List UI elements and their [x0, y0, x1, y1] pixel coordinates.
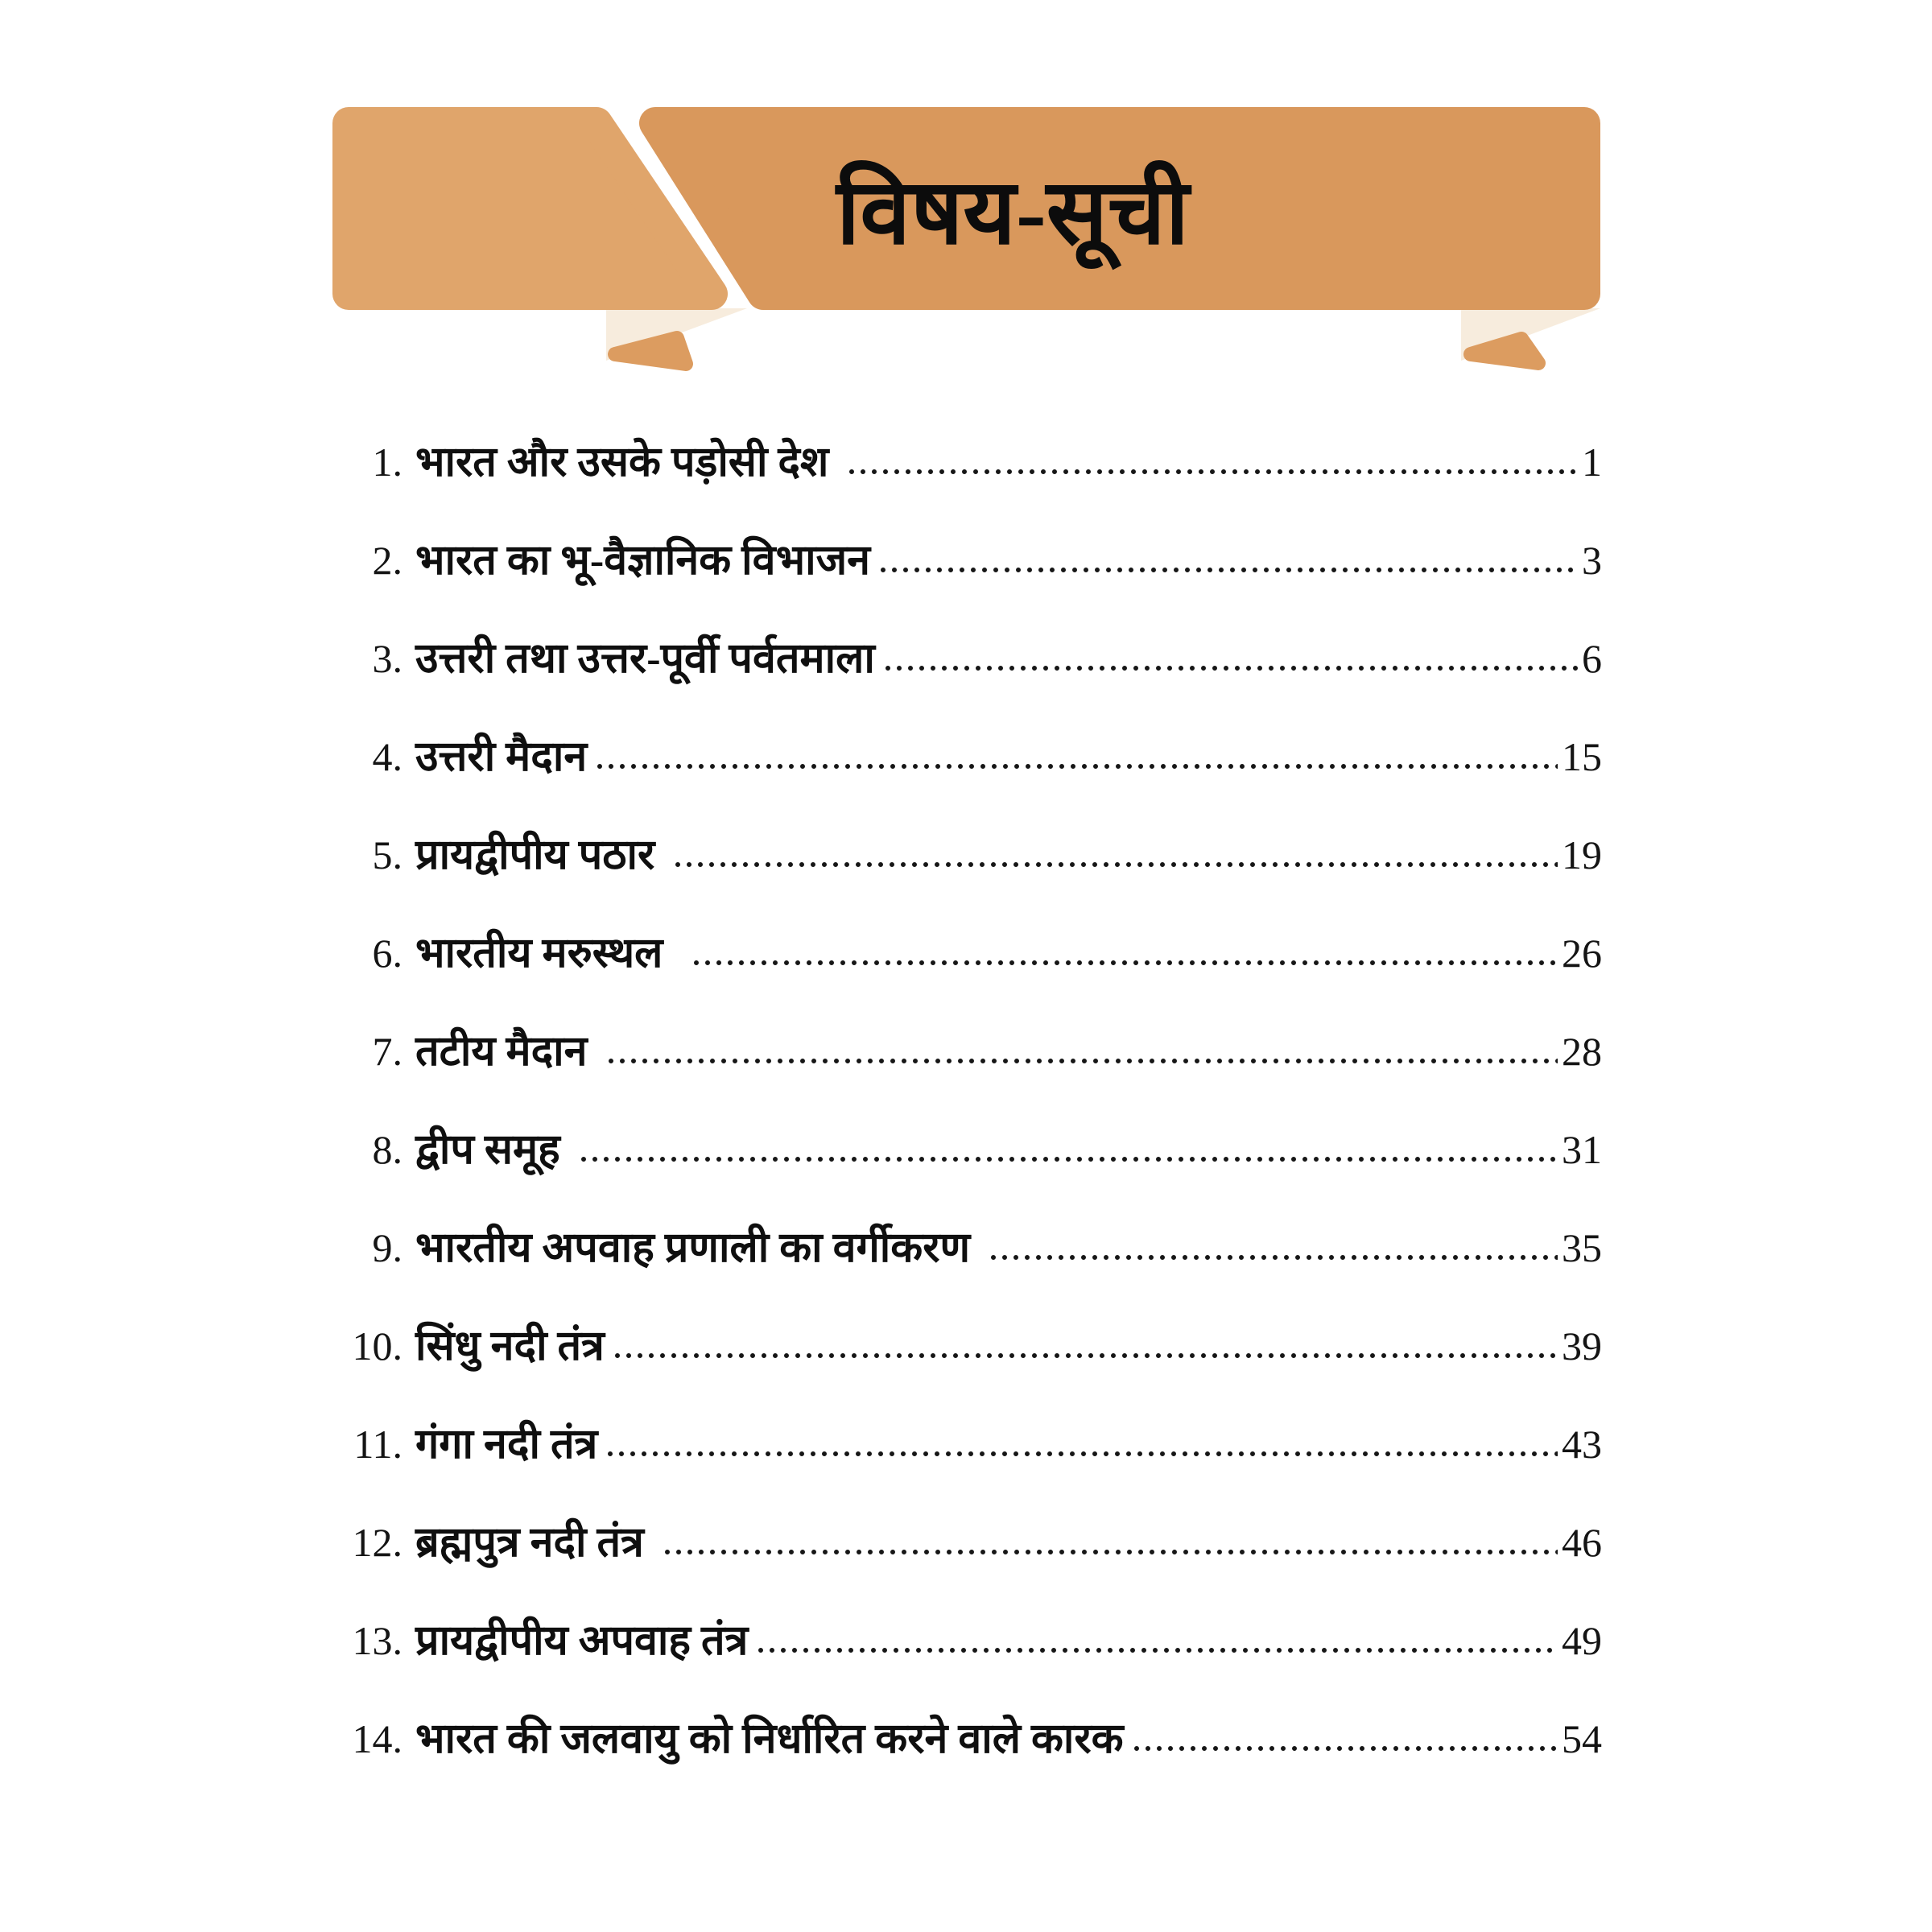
dot-leader — [605, 1057, 1558, 1065]
entry-page-number: 3 — [1582, 538, 1602, 583]
entry-page-number: 31 — [1562, 1127, 1602, 1172]
entry-title: भारतीय अपवाह प्रणाली का वर्गीकरण — [415, 1225, 981, 1271]
entry-page-number: 43 — [1562, 1422, 1602, 1467]
dot-leader — [1131, 1744, 1558, 1752]
entry-title: सिंधु नदी तंत्र — [415, 1323, 605, 1369]
entry-title: ब्रह्मपुत्र नदी तंत्र — [415, 1520, 654, 1566]
toc-entry-11[interactable] — [328, 1395, 1602, 1493]
toc-entry-13[interactable] — [328, 1591, 1602, 1690]
entry-page-number: 1 — [1582, 440, 1602, 485]
dot-leader — [877, 566, 1578, 574]
dot-leader — [882, 664, 1578, 672]
dot-leader — [988, 1253, 1558, 1261]
entry-title: प्रायद्वीपीय अपवाह तंत्र — [415, 1618, 749, 1664]
dot-leader — [755, 1646, 1558, 1654]
toc-entry-6[interactable] — [328, 904, 1602, 1002]
entry-title: उत्तरी मैदान — [415, 734, 588, 780]
entry-number: 5. — [372, 832, 402, 877]
entry-title: गंगा नदी तंत्र — [415, 1422, 598, 1468]
entry-number: 14. — [352, 1716, 402, 1761]
entry-title: उत्तरी तथा उत्तर-पूर्वी पर्वतमाला — [415, 636, 875, 682]
dot-leader — [846, 468, 1578, 476]
toc-entry-9[interactable] — [328, 1199, 1602, 1297]
entry-page-number: 28 — [1562, 1029, 1602, 1074]
dot-leader — [672, 861, 1558, 869]
entry-page-number: 35 — [1562, 1225, 1602, 1270]
dot-leader — [594, 762, 1558, 770]
entry-number: 6. — [372, 931, 402, 976]
dot-leader — [691, 959, 1558, 967]
entry-title: द्वीप समूह — [415, 1127, 571, 1173]
toc-entry-2[interactable] — [328, 511, 1602, 609]
entry-page-number: 39 — [1562, 1323, 1602, 1368]
entry-number: 13. — [352, 1618, 402, 1663]
entry-number: 2. — [372, 538, 402, 583]
entry-page-number: 46 — [1562, 1520, 1602, 1565]
toc-entry-3[interactable] — [328, 609, 1602, 708]
entry-page-number: 26 — [1562, 931, 1602, 976]
entry-page-number: 54 — [1562, 1716, 1602, 1761]
entry-number: 3. — [372, 636, 402, 681]
page-title: विषय-सूची — [836, 163, 1189, 263]
dot-leader — [662, 1548, 1558, 1556]
toc-entry-8[interactable] — [328, 1100, 1602, 1199]
toc-entry-5[interactable] — [328, 806, 1602, 904]
entry-number: 8. — [372, 1127, 402, 1172]
entry-title: भारत की जलवायु को निर्धारित करने वाले कारक — [415, 1716, 1124, 1762]
entry-number: 9. — [372, 1225, 402, 1270]
entry-number: 4. — [372, 734, 402, 779]
entry-page-number: 49 — [1562, 1618, 1602, 1663]
entry-page-number: 15 — [1562, 734, 1602, 779]
entry-title: भारतीय मरुस्थल — [415, 931, 684, 976]
entry-title: प्रायद्वीपीय पठार — [415, 832, 666, 878]
entry-page-number: 19 — [1562, 832, 1602, 877]
entry-number: 11. — [353, 1422, 402, 1467]
dot-leader — [612, 1352, 1558, 1360]
toc-entry-1[interactable] — [328, 413, 1602, 511]
toc-entry-7[interactable] — [328, 1002, 1602, 1100]
entry-title: तटीय मैदान — [415, 1029, 598, 1075]
toc-list — [328, 413, 1602, 1788]
toc-entry-10[interactable] — [328, 1297, 1602, 1395]
dot-leader — [578, 1155, 1558, 1163]
toc-entry-12[interactable] — [328, 1493, 1602, 1591]
toc-entry-14[interactable] — [328, 1690, 1602, 1788]
entry-title: भारत का भू-वैज्ञानिक विभाजन — [415, 538, 871, 584]
entry-page-number: 6 — [1582, 636, 1602, 681]
entry-number: 1. — [372, 440, 402, 485]
toc-entry-4[interactable] — [328, 708, 1602, 806]
entry-number: 7. — [372, 1029, 402, 1074]
entry-number: 10. — [352, 1323, 402, 1368]
entry-title: भारत और उसके पड़ोसी देश — [415, 440, 840, 485]
dot-leader — [605, 1450, 1558, 1458]
entry-number: 12. — [352, 1520, 402, 1565]
